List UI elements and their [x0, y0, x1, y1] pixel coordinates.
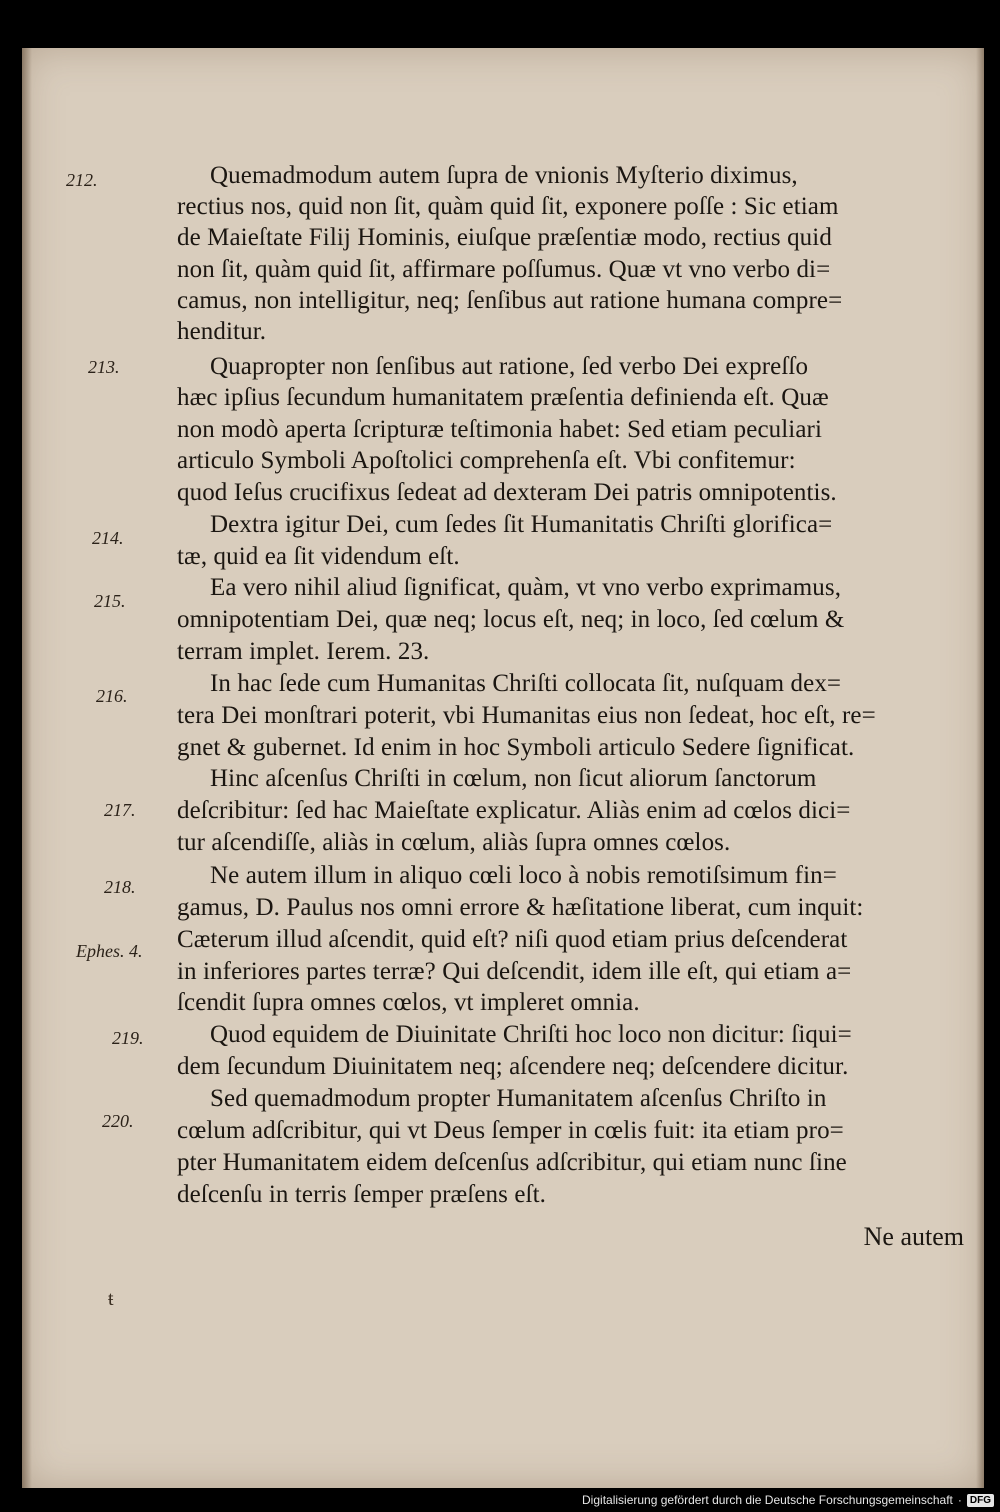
margin-number: 220.: [102, 1111, 134, 1131]
text-line: quod Ieſus crucifixus ſedeat ad dexteram Dei patris omnipotentis.: [177, 479, 837, 506]
text-line: Quapropter non ſenſibus aut ratione, ſed verbo Dei expreſſo: [210, 353, 809, 380]
text-line: deſcribitur: ſed hac Maieſtate explicatur. Aliàs enim ad cœlos dici=: [177, 797, 851, 824]
text-line: Dextra igitur Dei, cum ſedes ſit Humanitatis Chriſti glorifica=: [210, 511, 833, 538]
margin-number: 215.: [94, 591, 126, 611]
text-line: Ea vero nihil aliud ſignificat, quàm, vt vno verbo exprimamus,: [210, 574, 842, 601]
footer-credit: Digitalisierung gefördert durch die Deutsche Forschungsgemeinschaft: [582, 1493, 953, 1507]
margin-number: 216.: [96, 686, 128, 706]
text-line: gamus, D. Paulus nos omni errore & hæſitatione liberat, cum inquit:: [177, 894, 864, 921]
text-line: ſcendit ſupra omnes cœlos, vt impleret omnia.: [177, 989, 640, 1016]
text-line: non modò aperta ſcripturæ teſtimonia habet: Sed etiam peculiari: [177, 416, 822, 443]
text-line: Quod equidem de Diuinitate Chriſti hoc loco non dicitur: ſiqui=: [210, 1021, 852, 1048]
margin-number: Ephes. 4.: [76, 941, 143, 961]
text-line: Ne autem illum in aliquo cœli loco à nobis remotiſsimum fin=: [210, 862, 837, 889]
margin-number: 213.: [88, 357, 120, 377]
footer: [582, 1492, 994, 1508]
text-line: terram implet. Ierem. 23.: [177, 638, 430, 665]
text-line: tæ, quid ea ſit videndum eſt.: [177, 543, 460, 570]
text-line: In hac ſede cum Humanitas Chriſti collocata ſit, nuſquam dex=: [210, 670, 842, 697]
text-line: camus, non intelligitur, neq; ſenſibus aut ratione humana compre=: [177, 287, 843, 314]
text-line: cœlum adſcribitur, qui vt Deus ſemper in cœlis fuit: ita etiam pro=: [177, 1117, 844, 1144]
text-line: in inferiores partes terræ? Qui deſcendit, idem ille eſt, qui etiam a=: [177, 958, 852, 985]
text-line: Hinc aſcenſus Chriſti in cœlum, non ſicut aliorum ſanctorum: [210, 765, 817, 792]
text-line: tera Dei monſtrari poterit, vbi Humanitas eius non ſedeat, hoc eſt, re=: [177, 702, 876, 729]
text-line: rectius nos, quid non ſit, quàm quid ſit, exponere poſſe : Sic etiam: [177, 193, 839, 220]
margin-number: 219.: [112, 1028, 144, 1048]
text-line: dem ſecundum Diuinitatem neq; aſcendere neq; deſcendere dicitur.: [177, 1053, 849, 1080]
catchword: Ne autem: [863, 1222, 964, 1251]
text-line: Sed quemadmodum propter Humanitatem aſcenſus Chriſto in: [210, 1085, 827, 1112]
text-line: tur aſcendiſſe, aliàs in cœlum, aliàs ſupra omnes cœlos.: [177, 829, 731, 856]
dfg-logo: DFG: [967, 1494, 994, 1507]
text-line: de Maieſtate Filij Hominis, eiuſque præſentiæ modo, rectius quid: [177, 224, 832, 251]
text-line: non ſit, quàm quid ſit, affirmare poſſumus. Quæ vt vno verbo di=: [177, 256, 831, 283]
text-line: henditur.: [177, 318, 267, 345]
margin-number: 214.: [92, 528, 124, 548]
text-line: deſcenſu in terris ſemper præſens eſt.: [177, 1181, 546, 1208]
page-mark: ŧ: [108, 1288, 114, 1310]
margin-number: 212.: [66, 170, 98, 190]
text-line: pter Humanitatem eidem deſcenſus adſcribitur, qui etiam nunc ſine: [177, 1149, 847, 1176]
text-line: hæc ipſius ſecundum humanitatem præſentia definienda eſt. Quæ: [177, 384, 829, 411]
margin-number: 218.: [104, 877, 136, 897]
text-line: articulo Symboli Apoſtolici comprehenſa eſt. Vbi confitemur:: [177, 447, 796, 474]
text-line: Quemadmodum autem ſupra de vnionis Myſterio diximus,: [210, 162, 798, 189]
text-line: omnipotentiam Dei, quæ neq; locus eſt, neq; in loco, ſed cœlum &: [177, 606, 845, 633]
book-page: [22, 48, 984, 1488]
text-line: Cæterum illud aſcendit, quid eſt? niſi quod etiam prius deſcenderat: [177, 926, 848, 953]
footer-separator: ·: [957, 1493, 962, 1507]
margin-number: 217.: [104, 800, 136, 820]
text-line: gnet & gubernet. Id enim in hoc Symboli articulo Sedere ſignificat.: [177, 734, 855, 761]
